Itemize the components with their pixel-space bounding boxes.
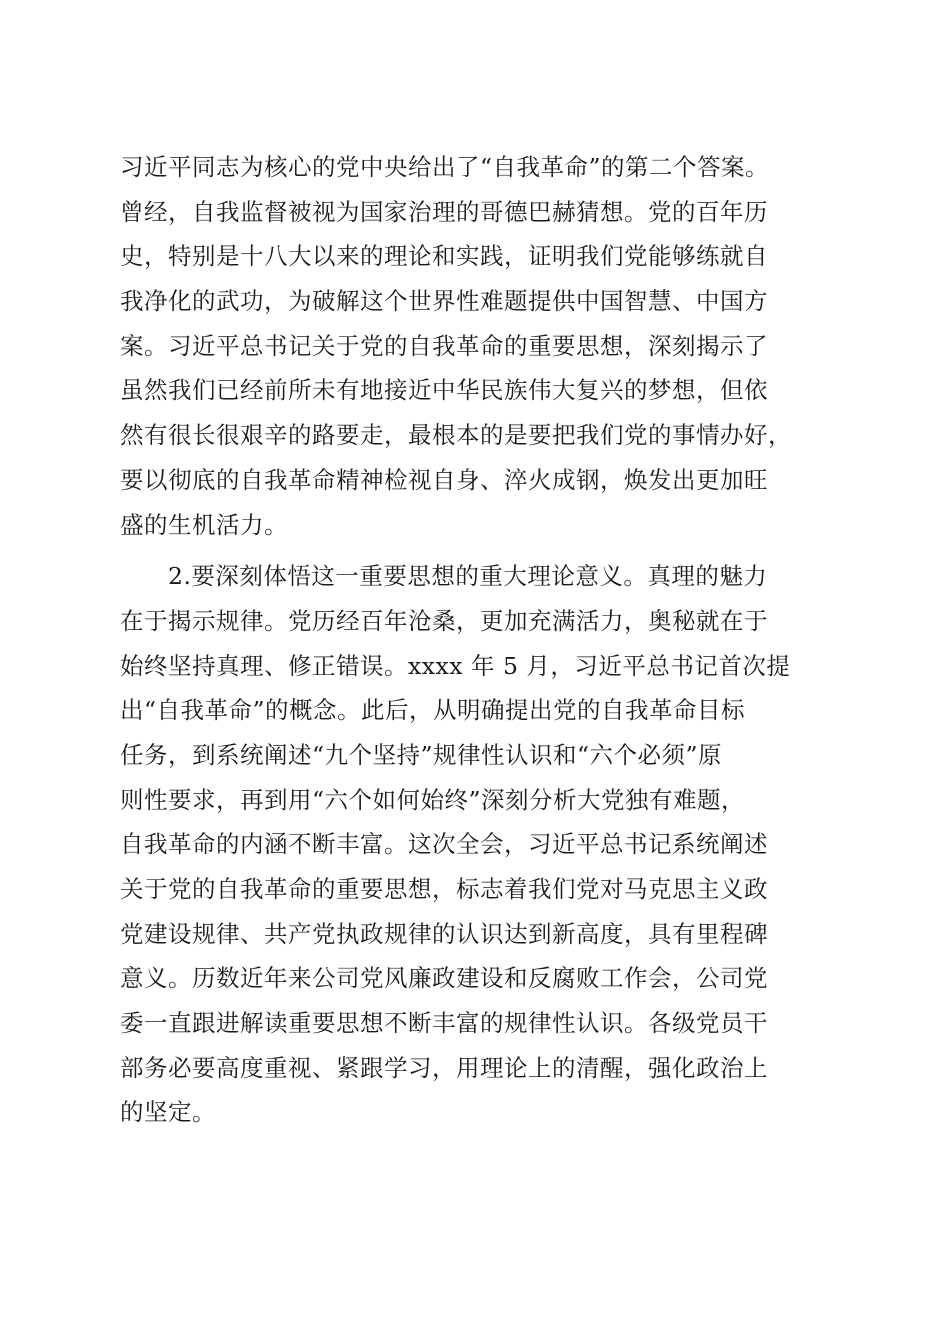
text-line: 始终坚持真理、修正错误。xxxx 年 5 月，习近平总书记首次提	[120, 651, 791, 680]
text-line: 则性要求，再到用“六个如何始终”深刻分析大党独有难题，	[120, 785, 746, 814]
text-line: 任务，到系统阐述“九个坚持”规律性认识和“六个必须”原	[120, 740, 723, 769]
text-line: 我净化的武功，为破解这个世界性难题提供中国智慧、中国方	[120, 287, 768, 316]
text-line: 意义。历数近年来公司党风廉政建设和反腐败工作会，公司党	[120, 964, 768, 993]
text-line: 盛的生机活力。	[120, 510, 288, 539]
text-line: 然有很长很艰辛的路要走，最根本的是要把我们党的事情办好，	[120, 421, 792, 450]
text-line: 虽然我们已经前所未有地接近中华民族伟大复兴的梦想，但依	[120, 376, 768, 405]
text-line: 党建设规律、共产党执政规律的认识达到新高度，具有里程碑	[120, 919, 768, 948]
text-line: 曾经，自我监督被视为国家治理的哥德巴赫猜想。党的百年历	[120, 197, 768, 226]
text-line: 在于揭示规律。党历经百年沧桑，更加充满活力，奥秘就在于	[120, 606, 768, 635]
paragraph-1	[120, 145, 840, 547]
text-line: 自我革命的内涵不断丰富。这次全会，习近平总书记系统阐述	[120, 830, 768, 859]
text-line: 的坚定。	[120, 1098, 216, 1127]
text-line: 委一直跟进解读重要思想不断丰富的规律性认识。各级党员干	[120, 1009, 768, 1038]
text-line: 习近平同志为核心的党中央给出了“自我革命”的第二个答案。	[120, 153, 770, 181]
paragraph-2	[120, 554, 840, 1135]
text-line: 史，特别是十八大以来的理论和实践，证明我们党能够练就自	[120, 242, 768, 271]
text-line: 案。习近平总书记关于党的自我革命的重要思想，深刻揭示了	[120, 331, 768, 360]
text-line: 关于党的自我革命的重要思想，标志着我们党对马克思主义政	[120, 875, 768, 903]
text-line: 部务必要高度重视、紧跟学习，用理论上的清醒，强化政治上	[120, 1053, 768, 1082]
text-line: 要以彻底的自我革命精神检视自身、淬火成钢，焕发出更加旺	[120, 465, 768, 494]
text-line: 2.要深刻体悟这一重要思想的重大理论意义。真理的魅力	[120, 562, 768, 591]
paragraph-spacing	[120, 547, 840, 554]
text-line: 出“自我革命”的概念。此后，从明确提出党的自我革命目标	[120, 696, 746, 725]
document-body	[120, 145, 840, 1135]
